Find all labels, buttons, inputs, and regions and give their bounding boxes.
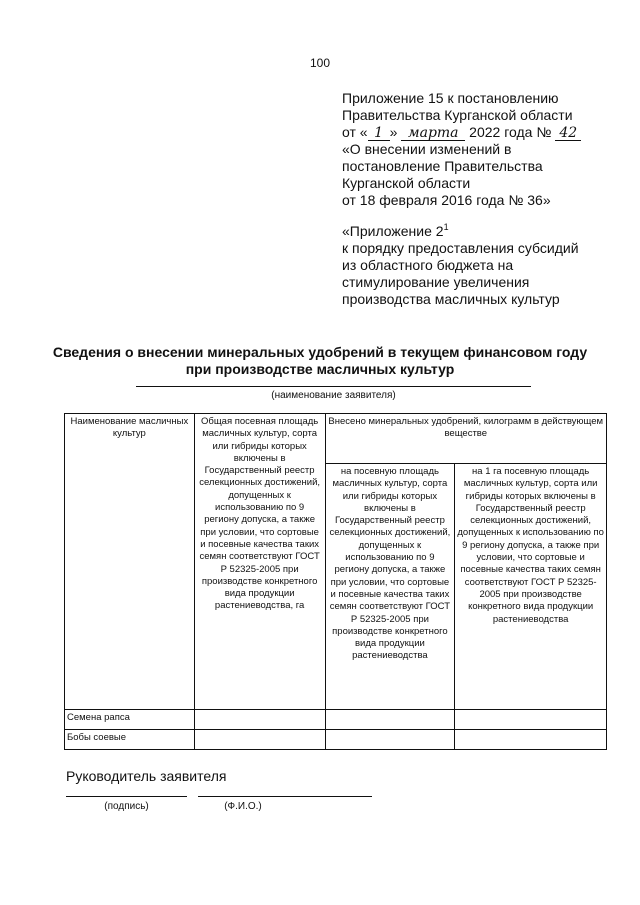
title-line-1: Сведения о внесении минеральных удобрений в текущем финансовом году [52, 344, 588, 360]
row-total-cell[interactable] [325, 710, 455, 730]
header-total-area: Общая посевная площадь масличных культур, сорта или гибриды которых включены в Государственный реестр селекционных достижений, допущенных к использованию по 9 региону допуска, а также при условии, что сортовые и посевные качества таких семян соответствуют ГОСТ Р 52325-2005 при производстве конкретного вида продукции растениеводства, га [194, 414, 325, 710]
date-month-handwritten: марта [401, 126, 465, 141]
page-number: 100 [309, 56, 331, 70]
appendix-block [342, 90, 632, 209]
date-mid: » [389, 124, 398, 140]
applicant-name-line [136, 386, 531, 387]
header-fertilizer-per-ha: на 1 га посевную площадь масличных культур, сорта или гибриды которых включены в Государственный реестр селекционных достижений, допущенных к использованию по 9 региону допуска, а также при условии, что сортовые и посевные качества таких семян соответствуют ГОСТ Р 52325-2005 при производстве конкретного вида продукции растениеводства [455, 464, 607, 710]
row-area-cell[interactable] [194, 710, 325, 730]
name-caption: (Ф.И.О.) [224, 801, 262, 812]
applicant-caption: (наименование заявителя) [271, 390, 396, 401]
date-day-handwritten: 1 [368, 126, 390, 141]
fertilizer-table [64, 413, 607, 750]
table-row [65, 710, 607, 730]
row-per-ha-cell[interactable] [455, 710, 607, 730]
row-crop-name: Семена рапса [65, 710, 195, 730]
appendix-line-7: от 18 февраля 2016 года № 36» [342, 192, 551, 208]
row-total-cell[interactable] [325, 730, 455, 750]
row-area-cell[interactable] [194, 730, 325, 750]
appendix2-superscript: 1 [443, 222, 449, 232]
appendix-line-6: Курганской области [342, 175, 471, 191]
header-crop-name: Наименование масличных культур [65, 414, 195, 710]
appendix2-line-3: из областного бюджета на [342, 257, 514, 273]
appendix2-block [342, 223, 632, 308]
appendix-line-4: «О внесении изменений в [342, 141, 512, 157]
appendix2-line-1 [342, 223, 632, 240]
name-line [198, 796, 372, 797]
appendix-line-5: постановление Правительства [342, 158, 543, 174]
appendix2-line-5: производства масличных культур [342, 291, 560, 307]
date-year: 2022 года № [469, 124, 552, 140]
sign-caption: (подпись) [104, 801, 149, 812]
table-row [65, 730, 607, 750]
row-crop-name: Бобы соевые [65, 730, 195, 750]
header-fertilizer-total: на посевную площадь масличных культур, сорта или гибриды которых включены в Государственный реестр селекционных достижений, допущенных к использованию по 9 региону допуска, а также при условии, что сортовые и посевные качества таких семян соответствуют ГОСТ Р 52325-2005 при производстве конкретного вида продукции растениеводства [325, 464, 455, 710]
date-prefix: от « [342, 124, 368, 140]
date-number-handwritten: 42 [555, 126, 581, 141]
document-title [0, 344, 640, 378]
header-fertilizer-group: Внесено минеральных удобрений, килограмм в действующем веществе [325, 414, 606, 464]
appendix-line-2: Правительства Курганской области [342, 107, 573, 123]
appendix2-line-2: к порядку предоставления субсидий [342, 240, 579, 256]
appendix2-title: «Приложение 2 [342, 223, 444, 239]
title-line-2: при производстве масличных культур [185, 361, 455, 377]
signature-heading: Руководитель заявителя [66, 768, 227, 784]
appendix-date-line [342, 124, 632, 141]
appendix-line-1: Приложение 15 к постановлению [342, 90, 559, 106]
appendix2-line-4: стимулирование увеличения [342, 274, 530, 290]
row-per-ha-cell[interactable] [455, 730, 607, 750]
signature-line [66, 796, 187, 797]
